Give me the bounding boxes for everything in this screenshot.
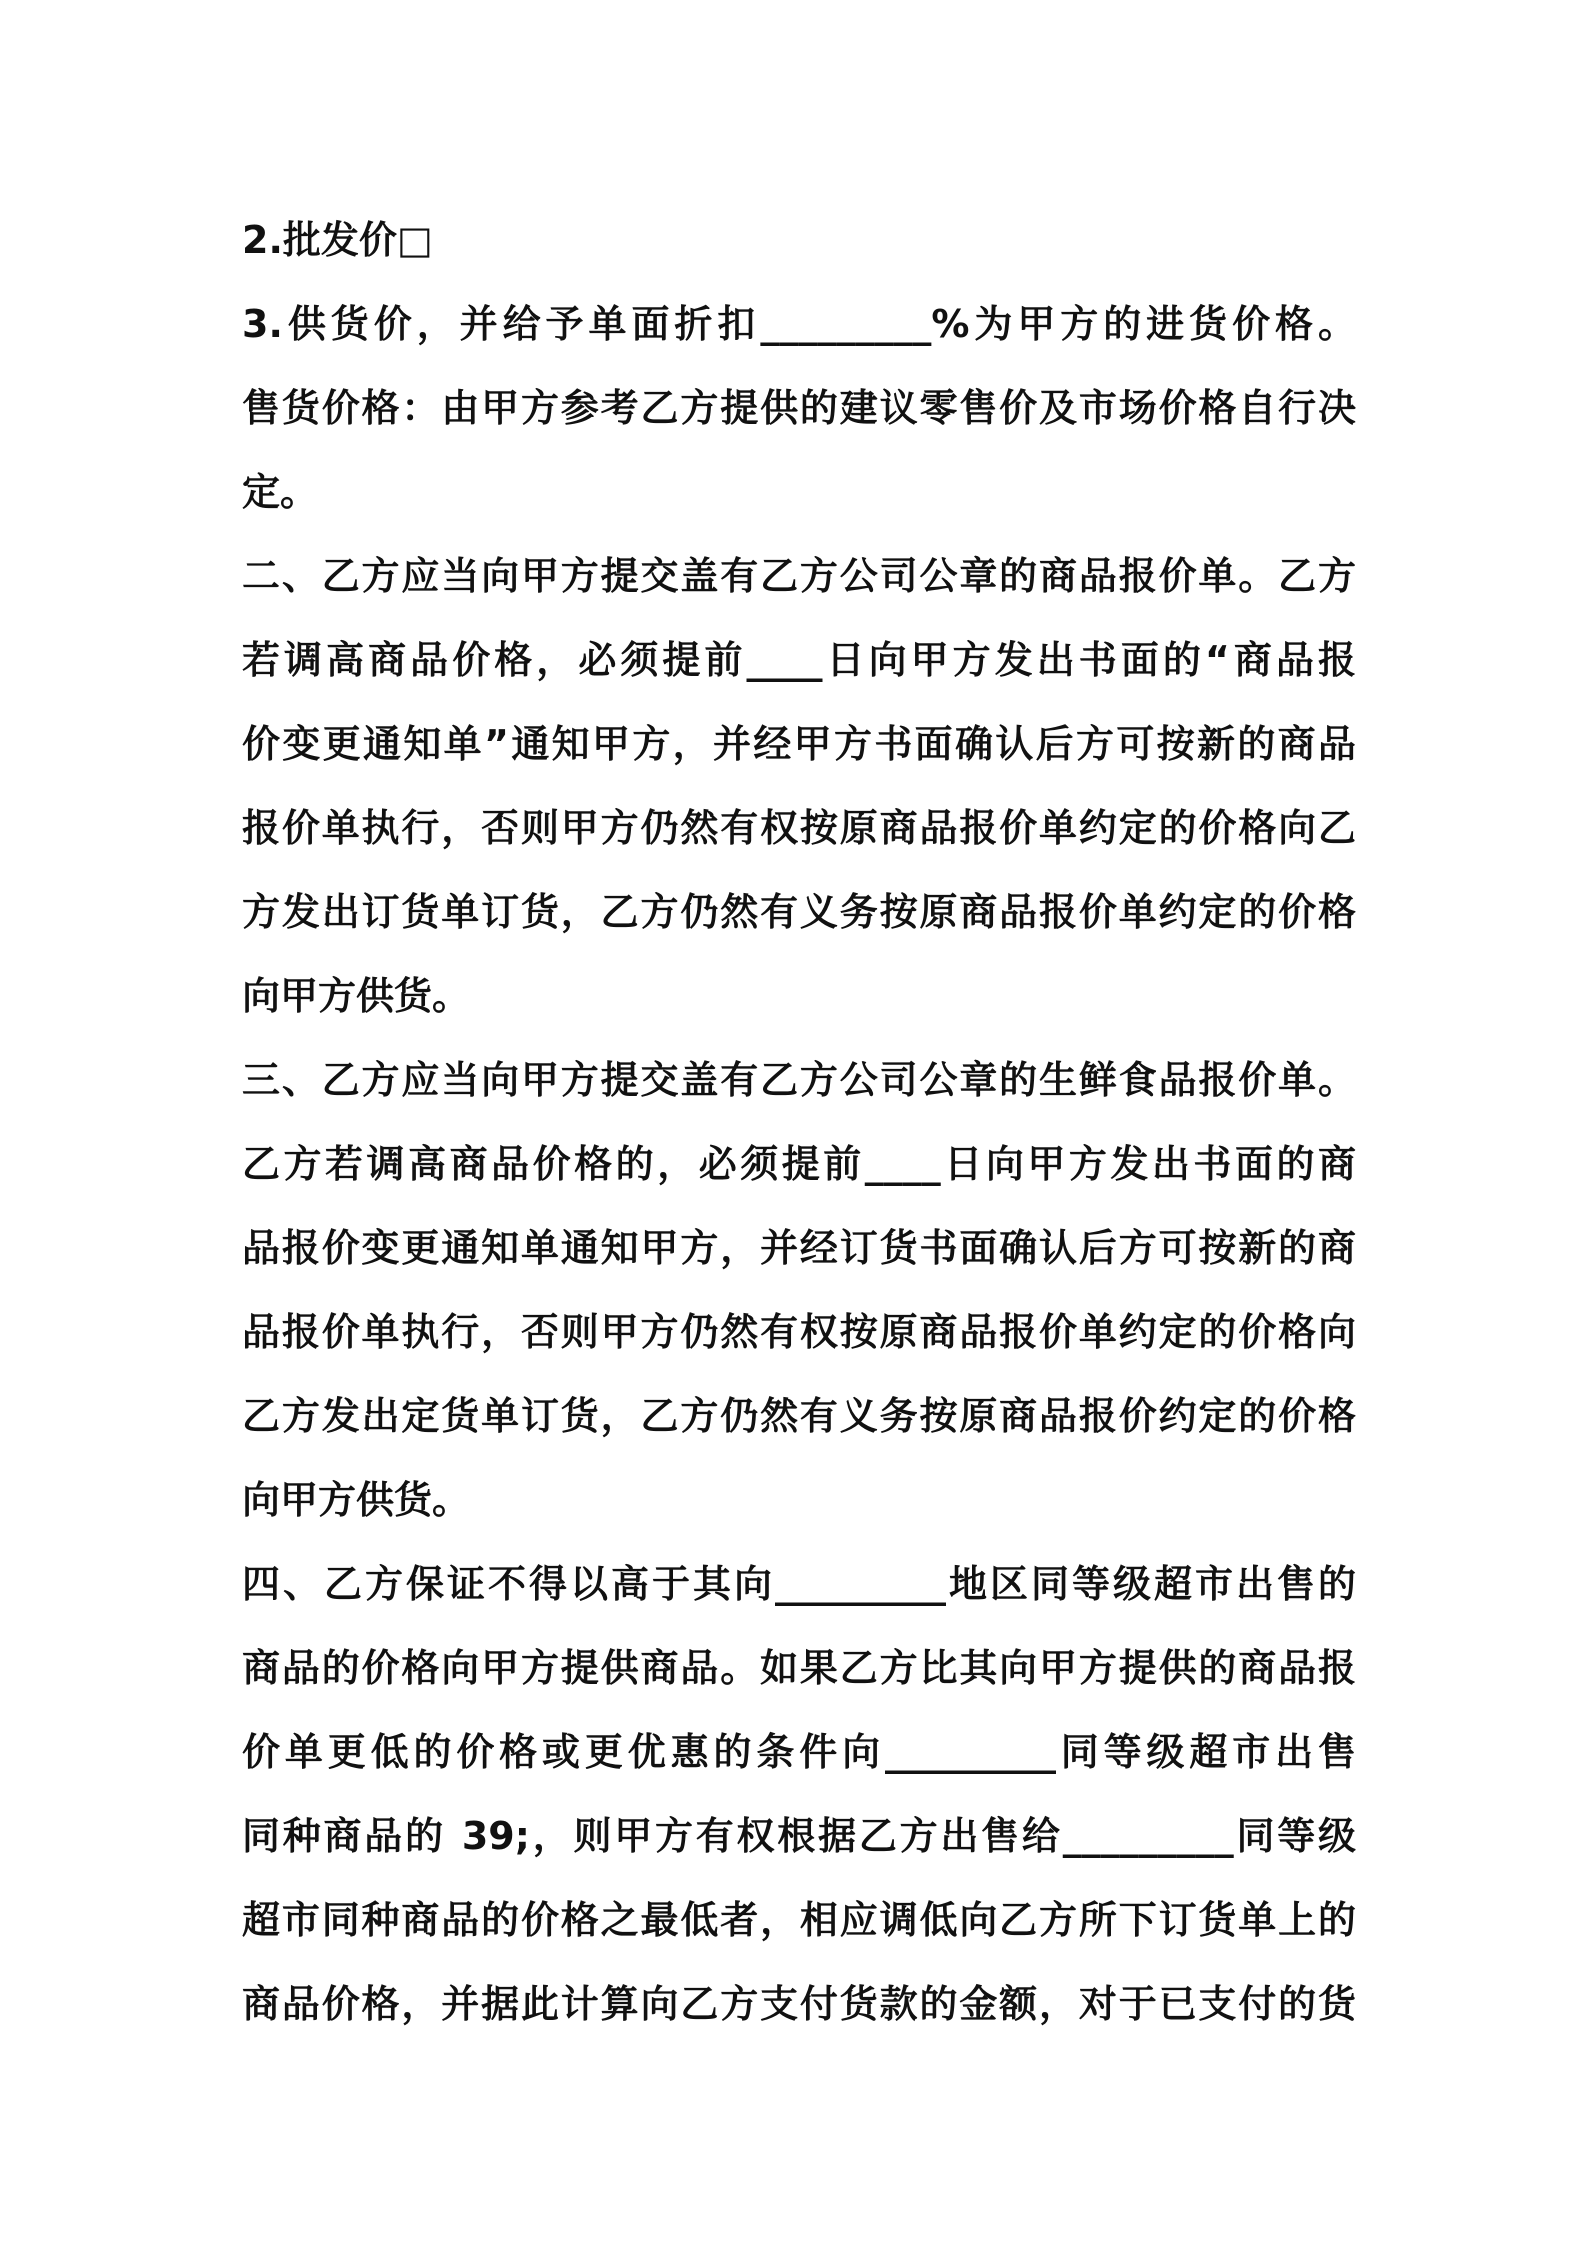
text-line: 3.供货价，并给予单面折扣_________%为甲方的进货价格。	[242, 302, 1356, 346]
text-line: 品报价单执行，否则甲方仍然有权按原商品报价单约定的价格向	[242, 1310, 1356, 1354]
text-line: 二、乙方应当向甲方提交盖有乙方公司公章的商品报价单。乙方	[242, 554, 1356, 598]
text-line: 方发出订货单订货，乙方仍然有义务按原商品报价单约定的价格	[242, 890, 1356, 934]
text-line: 价变更通知单”通知甲方，并经甲方书面确认后方可按新的商品	[242, 722, 1356, 766]
text-line: 四、乙方保证不得以高于其向_________地区同等级超市出售的	[242, 1562, 1356, 1606]
text-line: 乙方若调高商品价格的，必须提前____日向甲方发出书面的商	[242, 1142, 1356, 1186]
text-line: 商品价格，并据此计算向乙方支付货款的金额，对于已支付的货	[242, 1982, 1356, 2026]
text-line: 乙方发出定货单订货，乙方仍然有义务按原商品报价约定的价格	[242, 1394, 1356, 1438]
text-line: 定。	[242, 470, 319, 514]
text-line: 报价单执行，否则甲方仍然有权按原商品报价单约定的价格向乙	[242, 806, 1356, 850]
text-line: 向甲方供货。	[242, 1478, 471, 1522]
text-line: 向甲方供货。	[242, 974, 471, 1018]
text-line: 售货价格：由甲方参考乙方提供的建议零售价及市场价格自行决	[242, 386, 1356, 430]
text-line: 价单更低的价格或更优惠的条件向_________同等级超市出售	[242, 1730, 1356, 1774]
text-line: 商品的价格向甲方提供商品。如果乙方比其向甲方提供的商品报	[242, 1646, 1356, 1690]
text-line: 若调高商品价格，必须提前____日向甲方发出书面的“商品报	[242, 638, 1356, 682]
text-line: 同种商品的 39;，则甲方有权根据乙方出售给_________同等级	[242, 1814, 1356, 1858]
text-line: 品报价变更通知单通知甲方，并经订货书面确认后方可按新的商	[242, 1226, 1356, 1270]
text-line: 三、乙方应当向甲方提交盖有乙方公司公章的生鲜食品报价单。	[242, 1058, 1356, 1102]
document-body	[242, 198, 1356, 2046]
text-line: 2.批发价□	[242, 218, 433, 262]
text-line: 超市同种商品的价格之最低者，相应调低向乙方所下订货单上的	[242, 1898, 1356, 1942]
